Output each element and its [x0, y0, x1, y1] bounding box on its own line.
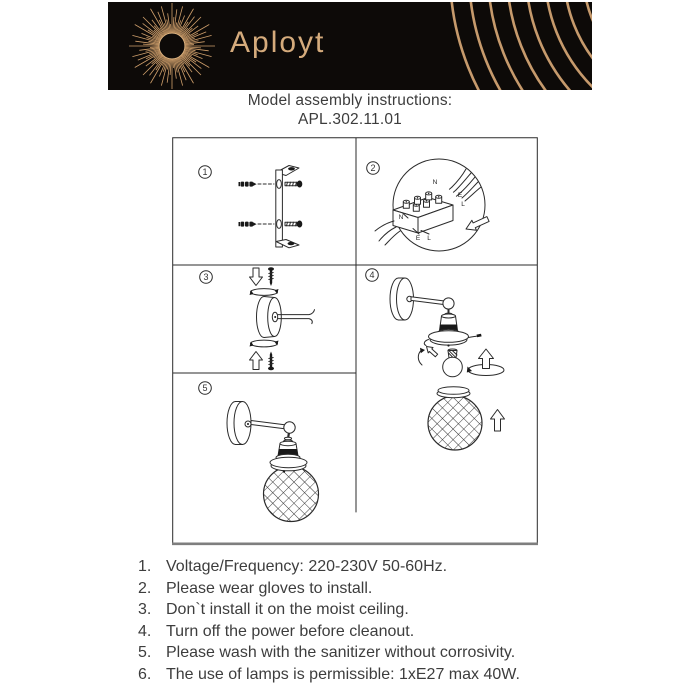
item-text: The use of lamps is permissible: 1xE27 max 40W. — [166, 665, 520, 683]
svg-text:2: 2 — [370, 163, 376, 174]
brand-banner — [108, 2, 592, 90]
step-4-badge — [366, 269, 379, 282]
item-number: 2. — [138, 579, 152, 597]
step-1-badge — [199, 166, 212, 179]
wall-anchor-icon — [239, 182, 275, 187]
rotation-arrow-icon — [250, 340, 279, 347]
step-2-badge — [367, 162, 380, 175]
sunburst-logo-icon — [129, 3, 215, 89]
page-title: Model assembly instructions: — [247, 92, 453, 109]
step-5-panel — [199, 382, 319, 522]
direction-arrow-icon — [466, 217, 489, 231]
item-text: Please wear gloves to install. — [166, 579, 373, 597]
canopy-arm — [278, 310, 315, 324]
rotate-arrow-icon — [418, 347, 437, 366]
light-bulb-icon — [443, 349, 463, 377]
instruction-item — [138, 642, 520, 664]
down-arrow-icon — [250, 268, 263, 286]
canopy — [257, 297, 282, 338]
item-text: Voltage/Frequency: 220-230V 50-60Hz. — [166, 558, 448, 575]
svg-text:4: 4 — [369, 270, 375, 281]
assembly-diagram — [172, 137, 538, 546]
brand-wordmark: Aployt — [230, 26, 326, 59]
up-arrow-icon — [491, 410, 505, 432]
svg-text:L: L — [427, 235, 431, 242]
corner-rays-decoration — [450, 2, 592, 90]
model-number: APL.302.11.01 — [297, 110, 402, 128]
screw-down-icon — [268, 267, 274, 286]
svg-text:N: N — [398, 214, 404, 221]
svg-text:5: 5 — [202, 383, 208, 394]
item-text: Please wash with the sanitizer without corrosivity. — [166, 644, 516, 661]
instruction-item — [138, 664, 520, 686]
up-arrow-icon — [479, 349, 494, 369]
item-text: Don`t install it on the moist ceiling. — [166, 601, 409, 618]
assembled-wall-lamp — [227, 402, 319, 522]
wall-bracket — [276, 166, 299, 248]
wiring-diagram-circle — [375, 159, 489, 251]
rotation-arrow-icon — [250, 289, 279, 296]
svg-text:3: 3 — [203, 272, 209, 283]
instruction-item — [138, 621, 520, 643]
svg-text:E: E — [457, 192, 463, 199]
svg-text:1: 1 — [202, 167, 208, 178]
svg-text:L: L — [461, 201, 465, 208]
heading-block — [0, 92, 700, 129]
mounting-screw-icon — [285, 221, 302, 228]
supply-wires — [449, 169, 481, 201]
item-text: Turn off the power before cleanout. — [166, 622, 415, 640]
wall-lamp — [390, 278, 482, 347]
step-4-panel — [366, 269, 505, 450]
item-number: 1. — [138, 558, 152, 575]
step-1-panel — [199, 166, 303, 248]
svg-text:E: E — [415, 235, 421, 242]
instruction-item — [138, 556, 520, 578]
terminal-block — [393, 192, 453, 233]
item-number: 5. — [138, 644, 152, 661]
step-3-panel — [200, 267, 315, 370]
instruction-item — [138, 578, 520, 600]
screw-up-icon — [268, 352, 274, 371]
item-number: 4. — [138, 622, 152, 640]
mounting-screw-icon — [285, 181, 302, 188]
diagram-frame — [172, 138, 538, 544]
step-2-panel — [367, 159, 489, 251]
wall-anchor-icon — [239, 222, 275, 227]
instruction-list — [138, 556, 520, 685]
up-arrow-icon — [250, 352, 263, 370]
step-3-badge — [200, 271, 213, 284]
svg-text:N: N — [432, 179, 438, 186]
instruction-item — [138, 599, 520, 621]
glass-globe — [428, 387, 482, 450]
item-number: 3. — [138, 601, 152, 618]
item-number: 6. — [138, 665, 152, 683]
step-5-badge — [199, 382, 212, 395]
